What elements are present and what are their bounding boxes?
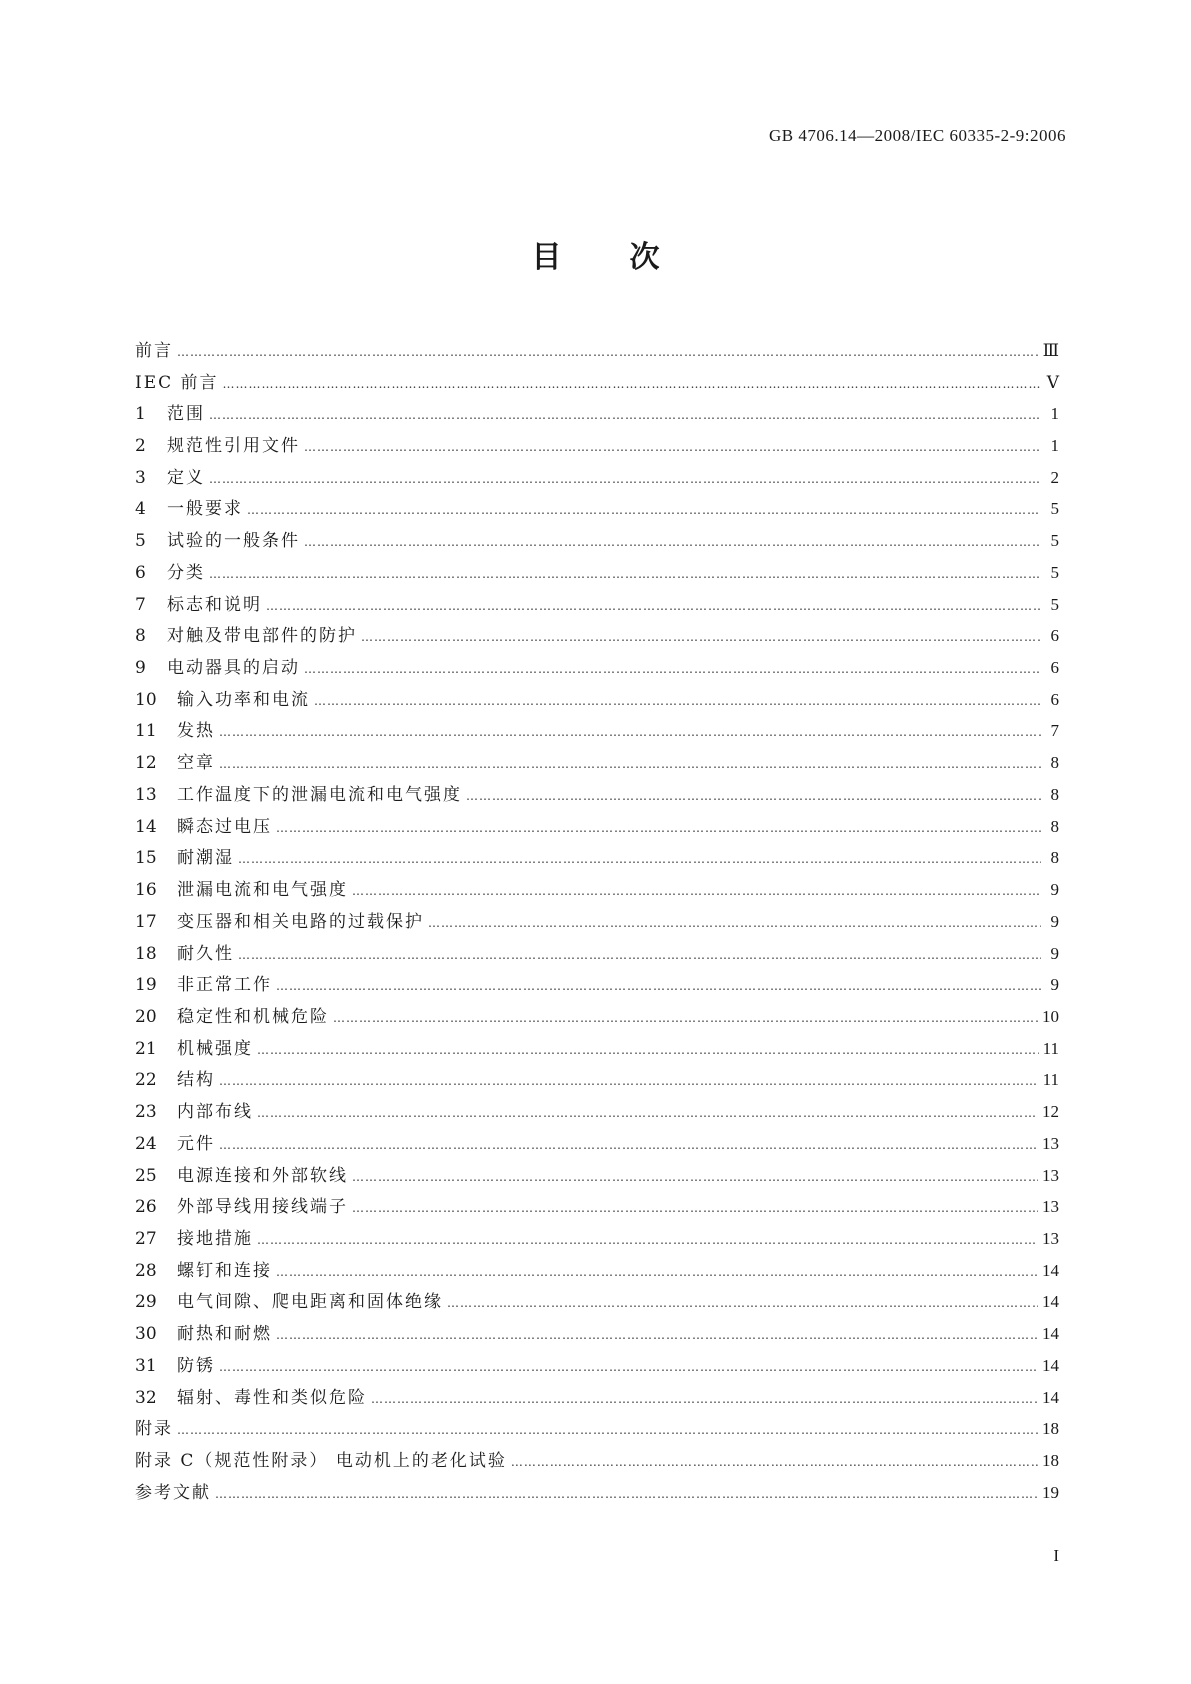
toc-entry-page: 9 — [1050, 911, 1059, 931]
toc-entry-number: 12 — [135, 753, 157, 774]
toc-dot-leader — [223, 374, 1041, 394]
toc-dot-leader — [177, 1420, 1038, 1440]
toc-entry-label: 耐久性 — [177, 943, 234, 964]
toc-entry-label: 耐热和耐燃 — [177, 1324, 272, 1345]
toc-dot-leader — [314, 691, 1041, 711]
toc-entry-label: 螺钉和连接 — [177, 1260, 272, 1281]
toc-entry-page: 14 — [1042, 1324, 1059, 1344]
toc-entry-label: 泄漏电流和电气强度 — [177, 880, 348, 901]
toc-entry-page: 6 — [1050, 658, 1059, 678]
toc-entry-label: 规范性引用文件 — [167, 436, 300, 457]
toc-dot-leader — [304, 532, 1041, 552]
toc-dot-leader — [257, 1103, 1038, 1123]
toc-entry-label: 空章 — [177, 753, 215, 774]
toc-entry[interactable] — [135, 367, 1059, 399]
toc-entry-label: 一般要求 — [167, 499, 243, 520]
toc-entry-page: 19 — [1042, 1482, 1059, 1502]
toc-entry-number: 19 — [135, 975, 157, 996]
toc-entry-page: 13 — [1042, 1133, 1059, 1153]
table-of-contents — [135, 335, 1059, 1509]
toc-dot-leader — [177, 342, 1039, 362]
toc-dot-leader — [447, 1293, 1038, 1313]
toc-entry-label: 附录 — [135, 1419, 173, 1440]
toc-entry-label: 工作温度下的泄漏电流和电气强度 — [177, 784, 462, 805]
toc-entry-label: 结构 — [177, 1070, 215, 1091]
toc-entry-page: 12 — [1042, 1102, 1059, 1122]
toc-entry[interactable] — [135, 1128, 1059, 1160]
toc-dot-leader — [247, 500, 1041, 520]
toc-entry-label: 辐射、毒性和类似危险 — [177, 1387, 367, 1408]
toc-entry[interactable] — [135, 398, 1059, 430]
toc-entry-number: 4 — [135, 499, 146, 520]
toc-entry-number: 15 — [135, 848, 157, 869]
toc-dot-leader — [238, 945, 1041, 965]
toc-dot-leader — [257, 1230, 1038, 1250]
toc-entry-label: 输入功率和电流 — [177, 689, 310, 710]
toc-entry-page: 11 — [1042, 1038, 1059, 1058]
toc-dot-leader — [276, 1325, 1038, 1345]
toc-entry-page: 5 — [1050, 594, 1059, 614]
toc-entry[interactable] — [135, 1001, 1059, 1033]
toc-entry[interactable] — [135, 1477, 1059, 1509]
toc-entry-number: 25 — [135, 1165, 157, 1186]
toc-entry[interactable] — [135, 684, 1059, 716]
toc-entry-page: 8 — [1050, 784, 1059, 804]
toc-dot-leader — [371, 1389, 1038, 1409]
toc-entry-label: 非正常工作 — [177, 975, 272, 996]
toc-dot-leader — [257, 1040, 1039, 1060]
toc-entry-page: 14 — [1042, 1292, 1059, 1312]
toc-entry-page: 10 — [1042, 1006, 1059, 1026]
toc-entry-number: 11 — [135, 721, 157, 742]
toc-entry-label: 试验的一般条件 — [167, 531, 300, 552]
toc-entry[interactable] — [135, 557, 1059, 589]
toc-entry-page: 6 — [1050, 689, 1059, 709]
toc-dot-leader — [209, 405, 1041, 425]
toc-entry-label: 电动器具的启动 — [167, 658, 300, 679]
toc-entry-label: 瞬态过电压 — [177, 816, 272, 837]
toc-entry-page: 5 — [1050, 562, 1059, 582]
toc-entry-label: 变压器和相关电路的过载保护 — [177, 911, 424, 932]
toc-entry-label: 元件 — [177, 1133, 215, 1154]
toc-entry-number: 9 — [135, 658, 146, 679]
toc-entry-label: 耐潮湿 — [177, 848, 234, 869]
toc-dot-leader — [352, 1198, 1038, 1218]
toc-entry-number: 17 — [135, 911, 157, 932]
toc-entry-number: 7 — [135, 594, 146, 615]
toc-entry[interactable] — [135, 1445, 1059, 1477]
toc-dot-leader — [219, 722, 1041, 742]
toc-dot-leader — [219, 1071, 1039, 1091]
toc-entry-label: 前言 — [135, 340, 173, 361]
toc-entry-label: 接地措施 — [177, 1228, 253, 1249]
toc-entry-page: 18 — [1042, 1451, 1059, 1471]
toc-entry[interactable] — [135, 335, 1059, 367]
page-number: I — [1053, 1546, 1059, 1565]
toc-title-char-1: 目 — [531, 240, 562, 275]
toc-entry-number: 10 — [135, 689, 157, 710]
toc-entry[interactable] — [135, 620, 1059, 652]
toc-entry-number: 27 — [135, 1228, 157, 1249]
toc-entry-page: 7 — [1050, 721, 1059, 741]
toc-dot-leader — [276, 976, 1041, 996]
toc-dot-leader — [276, 818, 1041, 838]
toc-entry-number: 26 — [135, 1197, 157, 1218]
toc-entry[interactable] — [135, 1318, 1059, 1350]
toc-entry[interactable] — [135, 906, 1059, 938]
toc-entry-number: 31 — [135, 1355, 157, 1376]
toc-entry-number: 5 — [135, 531, 146, 552]
toc-entry-page: 2 — [1050, 467, 1059, 487]
toc-dot-leader — [352, 1167, 1038, 1187]
toc-entry[interactable] — [135, 874, 1059, 906]
toc-entry-page: 6 — [1050, 626, 1059, 646]
toc-entry-label: 参考文献 — [135, 1482, 211, 1503]
toc-entry-number: 29 — [135, 1292, 157, 1313]
toc-dot-leader — [266, 596, 1041, 616]
toc-entry-number: 13 — [135, 784, 157, 805]
toc-dot-leader — [352, 881, 1041, 901]
toc-entry-page: 1 — [1050, 404, 1059, 424]
toc-dot-leader — [209, 469, 1041, 489]
toc-entry-number: 3 — [135, 467, 146, 488]
toc-entry-label: IEC 前言 — [135, 372, 219, 393]
toc-entry-label: 发热 — [177, 721, 215, 742]
toc-entry[interactable] — [135, 716, 1059, 748]
toc-entry[interactable] — [135, 969, 1059, 1001]
toc-entry[interactable] — [135, 589, 1059, 621]
toc-dot-leader — [219, 1357, 1038, 1377]
toc-entry[interactable] — [135, 1191, 1059, 1223]
toc-entry[interactable] — [135, 494, 1059, 526]
toc-dot-leader — [276, 1262, 1038, 1282]
toc-dot-leader — [304, 437, 1041, 457]
toc-entry-number: 23 — [135, 1102, 157, 1123]
toc-entry[interactable] — [135, 811, 1059, 843]
toc-entry-page: 14 — [1042, 1355, 1059, 1375]
toc-entry-number: 30 — [135, 1324, 157, 1345]
toc-entry[interactable] — [135, 525, 1059, 557]
toc-entry-page: 8 — [1050, 753, 1059, 773]
toc-entry-label: 分类 — [167, 562, 205, 583]
toc-entry-page: 9 — [1050, 975, 1059, 995]
toc-entry-page: 13 — [1042, 1165, 1059, 1185]
toc-entry-page: 13 — [1042, 1228, 1059, 1248]
toc-entry-number: 32 — [135, 1387, 157, 1408]
toc-entry[interactable] — [135, 1255, 1059, 1287]
toc-entry-page: 14 — [1042, 1260, 1059, 1280]
toc-entry-number: 14 — [135, 816, 157, 837]
toc-entry-number: 21 — [135, 1038, 157, 1059]
toc-title — [0, 232, 1191, 276]
toc-title-char-2: 次 — [629, 240, 660, 275]
toc-entry-number: 8 — [135, 626, 146, 647]
toc-dot-leader — [333, 1008, 1038, 1028]
toc-entry-number: 20 — [135, 1006, 157, 1027]
toc-dot-leader — [466, 786, 1041, 806]
toc-entry-number: 6 — [135, 562, 146, 583]
toc-entry-number: 1 — [135, 404, 146, 425]
toc-entry[interactable] — [135, 1287, 1059, 1319]
toc-entry-number: 22 — [135, 1070, 157, 1091]
toc-entry[interactable] — [135, 1065, 1059, 1097]
toc-entry-page: 1 — [1050, 436, 1059, 456]
toc-entry[interactable] — [135, 938, 1059, 970]
toc-entry-page: 5 — [1050, 531, 1059, 551]
toc-entry-page: 14 — [1042, 1387, 1059, 1407]
toc-entry[interactable] — [135, 1033, 1059, 1065]
toc-dot-leader — [361, 627, 1041, 647]
toc-entry[interactable] — [135, 1096, 1059, 1128]
toc-entry-page: 18 — [1042, 1419, 1059, 1439]
toc-entry[interactable] — [135, 747, 1059, 779]
standard-number-header: GB 4706.14—2008/IEC 60335-2-9:2006 — [768, 126, 1066, 145]
toc-entry[interactable] — [135, 1350, 1059, 1382]
toc-entry-label: 防锈 — [177, 1355, 215, 1376]
toc-dot-leader — [209, 564, 1041, 584]
toc-entry[interactable] — [135, 1223, 1059, 1255]
toc-entry-label: 范围 — [167, 404, 205, 425]
toc-entry-label: 内部布线 — [177, 1102, 253, 1123]
toc-entry-page: 8 — [1050, 848, 1059, 868]
toc-entry-label: 定义 — [167, 467, 205, 488]
toc-dot-leader — [219, 1135, 1038, 1155]
toc-entry[interactable] — [135, 1382, 1059, 1414]
toc-entry-number: 2 — [135, 436, 146, 457]
toc-dot-leader — [511, 1452, 1038, 1472]
toc-entry-page: Ⅴ — [1046, 372, 1059, 392]
toc-entry-number: 18 — [135, 943, 157, 964]
toc-entry-number: 28 — [135, 1260, 157, 1281]
toc-entry[interactable] — [135, 843, 1059, 875]
toc-entry[interactable] — [135, 652, 1059, 684]
toc-dot-leader — [215, 1484, 1038, 1504]
toc-entry-page: 9 — [1050, 880, 1059, 900]
toc-entry-label: 标志和说明 — [167, 594, 262, 615]
toc-entry-label: 电气间隙、爬电距离和固体绝缘 — [177, 1292, 443, 1313]
toc-entry[interactable] — [135, 1160, 1059, 1192]
toc-entry-page: 9 — [1050, 943, 1059, 963]
toc-dot-leader — [219, 754, 1041, 774]
toc-entry-page: Ⅲ — [1042, 340, 1059, 360]
toc-entry-label: 附录 C（规范性附录） 电动机上的老化试验 — [135, 1451, 507, 1472]
toc-entry[interactable] — [135, 430, 1059, 462]
toc-dot-leader — [304, 659, 1041, 679]
toc-entry-label: 稳定性和机械危险 — [177, 1006, 329, 1027]
toc-entry[interactable] — [135, 462, 1059, 494]
toc-dot-leader — [428, 913, 1041, 933]
toc-entry[interactable] — [135, 779, 1059, 811]
toc-entry-label: 机械强度 — [177, 1038, 253, 1059]
toc-entry-page: 11 — [1042, 1070, 1059, 1090]
toc-entry-label: 电源连接和外部软线 — [177, 1165, 348, 1186]
toc-entry-number: 16 — [135, 880, 157, 901]
toc-entry-number: 24 — [135, 1133, 157, 1154]
toc-entry[interactable] — [135, 1413, 1059, 1445]
toc-entry-page: 13 — [1042, 1197, 1059, 1217]
toc-entry-page: 5 — [1050, 499, 1059, 519]
toc-entry-label: 外部导线用接线端子 — [177, 1197, 348, 1218]
toc-dot-leader — [238, 849, 1041, 869]
toc-entry-page: 8 — [1050, 816, 1059, 836]
toc-entry-label: 对触及带电部件的防护 — [167, 626, 357, 647]
